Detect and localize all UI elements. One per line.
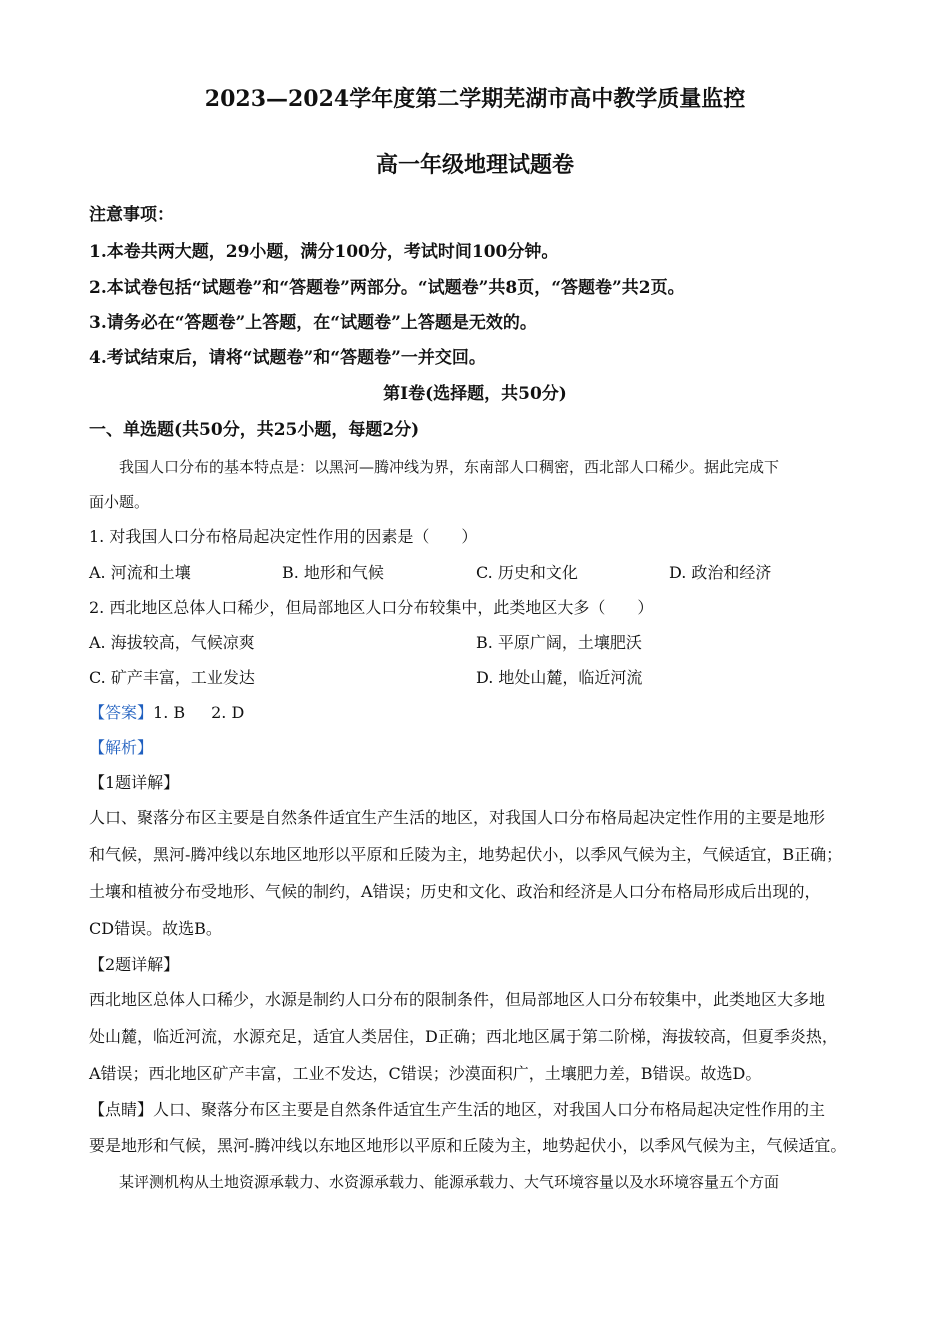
q2-option-a: A. 海拔较高，气候凉爽	[89, 633, 255, 652]
tip-label: 【点睛】	[89, 1100, 154, 1119]
q2-option-c: C. 矿产丰富，工业发达	[89, 668, 255, 687]
q2-option-d: D. 地处山麓，临近河流	[476, 668, 643, 687]
detail-1-text: 土壤和植被分布受地形、气候的制约，A错误；历史和文化、政治和经济是人口分布格局形成后出现的，	[89, 882, 821, 901]
tip-text: 人口、聚落分布区主要是自然条件适宜生产生活的地区，对我国人口分布格局起决定性作用的主	[153, 1100, 826, 1119]
q1-option-a: A. 河流和土壤	[89, 563, 191, 582]
detail-2-text: 处山麓，临近河流，水源充足，适宜人类居住，D正确；西北地区属于第二阶梯，海拔较高，但夏季炎热，	[89, 1027, 838, 1046]
q1-option-d: D. 政治和经济	[669, 563, 772, 582]
detail-1-text: CD错误。故选B。	[89, 919, 222, 938]
detail-1-text: 人口、聚落分布区主要是自然条件适宜生产生活的地区，对我国人口分布格局起决定性作用的主要是地形	[89, 808, 826, 827]
next-material-text: 某评测机构从土地资源承载力、水资源承载力、能源承载力、大气环境容量以及水环境容量五个方面	[119, 1173, 780, 1191]
q1-option-c: C. 历史和文化	[476, 563, 578, 582]
detail-2-text: A错误；西北地区矿产丰富，工业不发达，C错误；沙漠面积广，土壤肥力差，B错误。故选D。	[89, 1064, 762, 1083]
notice-item: 2.本试卷包括“试题卷”和“答题卷”两部分。“试题卷”共8页，“答题卷”共2页。	[89, 278, 685, 298]
exam-subtitle: 高一年级地理试题卷	[375, 152, 574, 178]
answer-1: 1. B	[153, 703, 186, 722]
notice-heading: 注意事项：	[89, 205, 174, 225]
detail-2-label: 【2题详解】	[89, 955, 180, 974]
analysis-label: 【解析】	[89, 738, 154, 757]
detail-1-text: 和气候，黑河-腾冲线以东地区地形以平原和丘陵为主，地势起伏小，以季风气候为主，气候适宜，B正确；	[89, 845, 843, 864]
detail-2-text: 西北地区总体人口稀少，水源是制约人口分布的限制条件，但局部地区人口分布较集中，此类地区大多地	[89, 990, 826, 1009]
notice-item: 1.本卷共两大题，29小题，满分100分，考试时间100分钟。	[89, 242, 559, 262]
detail-1-label: 【1题详解】	[89, 773, 180, 792]
question-2-stem: 2. 西北地区总体人口稀少，但局部地区人口分布较集中，此类地区大多（ ）	[89, 598, 654, 617]
notice-item: 3.请务必在“答题卷”上答题，在“试题卷”上答题是无效的。	[89, 313, 537, 333]
material-text: 我国人口分布的基本特点是：以黑河—腾冲线为界，东南部人口稠密，西北部人口稀少。据此完成下	[119, 458, 780, 476]
q1-option-b: B. 地形和气候	[282, 563, 384, 582]
notice-item: 4.考试结束后，请将“试题卷”和“答题卷”一并交回。	[89, 348, 486, 368]
material-text: 面小题。	[89, 493, 150, 511]
tip-text: 要是地形和气候，黑河-腾冲线以东地区地形以平原和丘陵为主，地势起伏小，以季风气候为主，气候适宜。	[89, 1136, 847, 1155]
question-1-stem: 1. 对我国人口分布格局起决定性作用的因素是（ ）	[89, 527, 478, 546]
part-title: 第Ⅰ卷(选择题，共50分)	[383, 384, 567, 404]
exam-title: 2023—2024学年度第二学期芜湖市高中教学质量监控	[204, 86, 746, 112]
tip-line	[89, 1098, 825, 1122]
section-heading: 一、单选题(共50分，共25小题，每题2分)	[89, 420, 420, 440]
answer-2: 2. D	[211, 703, 245, 722]
answer-line	[89, 701, 244, 725]
answer-label: 【答案】	[89, 703, 154, 722]
q2-option-b: B. 平原广阔，土壤肥沃	[476, 633, 642, 652]
